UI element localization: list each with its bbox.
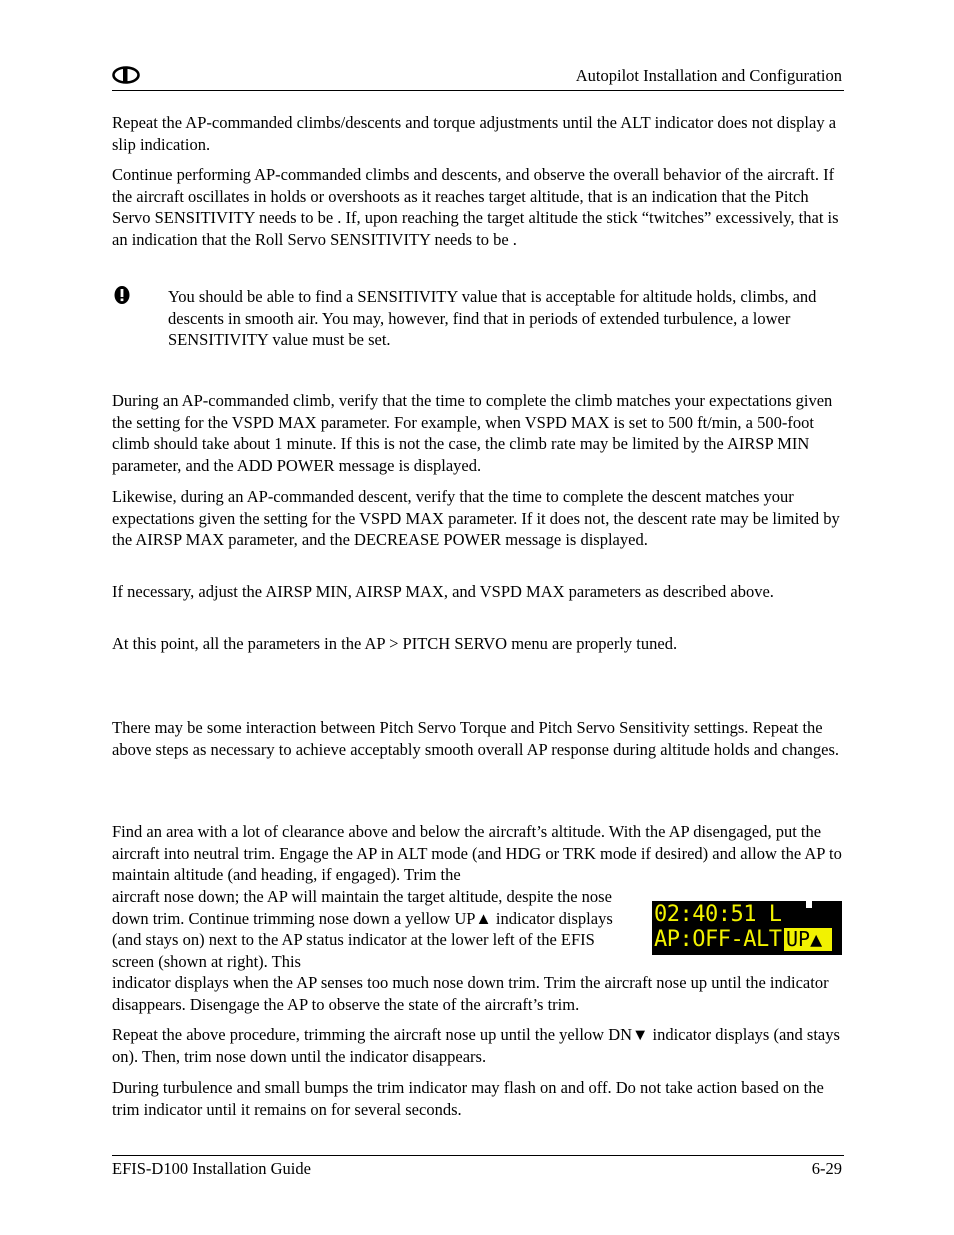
paragraph: aircraft nose down; the AP will maintain the target altitude, despite the nose down trim. Continue trimming nose down a yellow UP▲ indicator displays (and stays on) next to the AP status indicator at the lower left of the EFIS screen (shown at right). This: [112, 887, 613, 971]
paragraph: At this point, all the parameters in the AP > PITCH SERVO menu are properly tuned.: [112, 634, 678, 653]
paragraph: Repeat the AP-commanded climbs/descents and torque adjustments until the ALT indicator does not display a slip indication.: [112, 113, 837, 154]
efis-marker: [806, 901, 812, 908]
paragraph: indicator displays when the AP senses too much nose down trim. Trim the aircraft nose up until the indicator disappears. Disengage the AP to observe the state of the aircraft’s trim.: [112, 973, 829, 1014]
page-header: [112, 62, 844, 91]
efis-ap-status: AP:OFF-ALT: [654, 927, 782, 952]
paragraph: During turbulence and small bumps the trim indicator may flash on and off. Do not take action based on the trim indicator until it remains on for several seconds.: [112, 1078, 824, 1119]
page-number: 6-29: [811, 1159, 842, 1178]
header-title: Autopilot Installation and Configuration: [575, 66, 842, 85]
efis-clock-readout: 02:40:51 L: [654, 902, 782, 927]
dynon-logo-icon: [112, 66, 140, 84]
paragraph: Likewise, during an AP-commanded descent, verify that the time to complete the descent matches your expectations given the setting for the VSPD MAX parameter. If it does not, the descent rate may be limited by the AIRSP MAX parameter, and the DECREASE POWER message is displayed.: [112, 487, 840, 550]
note-text: You should be able to find a SENSITIVITY value that is acceptable for altitude holds, climbs, and descents in smooth air. You may, however, find that in periods of extended turbulence, a lower SENSITIVITY value must be set.: [168, 287, 817, 350]
efis-screen-image: [652, 901, 842, 955]
paragraph: Repeat the above procedure, trimming the aircraft nose up until the yellow DN▼ indicator displays (and stays on). Then, trim nose down until the indicator disappears.: [112, 1025, 840, 1066]
efis-up-indicator: UP▲: [784, 928, 832, 951]
paragraph: Find an area with a lot of clearance above and below the aircraft’s altitude. With the AP disengaged, put the aircraft into neutral trim. Engage the AP in ALT mode (and HDG or TRK mode if desired) and allow the AP to maintain altitude (and heading, if engaged). Trim the: [112, 822, 842, 885]
paragraph: Continue performing AP-commanded climbs and descents, and observe the overall behavior of the aircraft. If the aircraft oscillates in holds or overshoots as it reaches target altitude, that is an indication that the Pitch Servo SENSITIVITY needs to be . If, upon reaching the target altitude the stick “twitches” excessively, that is an indication that the Roll Servo SENSITIVITY needs to be .: [112, 165, 839, 249]
exclamation-note-icon: [112, 285, 132, 305]
paragraph: During an AP-commanded climb, verify that the time to complete the climb matches your expectations given the setting for the VSPD MAX parameter. For example, when VSPD MAX is set to 500 ft/min, a 500-foot climb should take about 1 minute. If this is not the case, the climb rate may be limited by the AIRSP MIN parameter, and the ADD POWER message is displayed.: [112, 391, 833, 475]
paragraph: If necessary, adjust the AIRSP MIN, AIRSP MAX, and VSPD MAX parameters as described above.: [112, 582, 774, 601]
page-footer: [112, 1155, 844, 1186]
paragraph: There may be some interaction between Pitch Servo Torque and Pitch Servo Sensitivity settings. Repeat the above steps as necessary to achieve acceptably smooth overall AP response during altitude holds and changes.: [112, 718, 840, 759]
footer-guide-title: EFIS-D100 Installation Guide: [112, 1159, 311, 1178]
